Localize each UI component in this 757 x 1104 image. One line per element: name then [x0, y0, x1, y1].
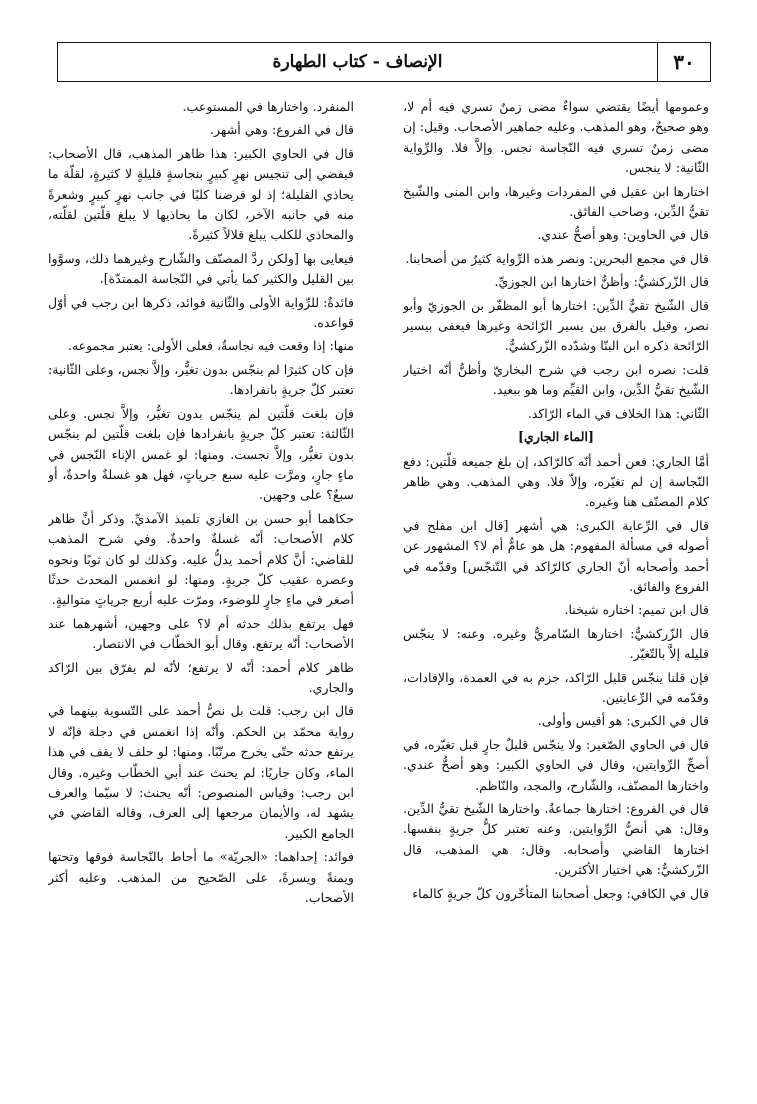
paragraph: المنفرد. واختارها في المستوعب. [182, 99, 354, 114]
paragraph: قال في الفروع: وهي أشهر. [209, 122, 354, 138]
paragraph: فوائد: إحداهما: «الجريّة» ما أحاط بالنّجاسة فوقها وتحتها ويمنةً ويسرةً، على الصّحيح من المذهب. وعليه أكثر الأصحاب. [48, 849, 354, 906]
paragraph: فيعايى بها [ولكن ردَّ المصنّف والشّارح وغيرهما ذلك، وسوَّوا بين القليل والكثير كما يأتي في النّجاسة الممتدّة]. [48, 250, 354, 287]
paragraph: قال الزّركشيُّ: وأظنُّ اختارها ابن الجوزيِّ. [494, 274, 709, 290]
paragraph: حكاهما أبو حسن بن الغازي تلميذ الآمديِّ. وذكر أنَّ ظاهر كلام الأصحاب: أنّه غسلةٌ واحدةٌ. وفي شرح المذهب للقاضي: أنَّ كلام أحمد يدلُّ عليه. وكذلك لو كان ثوبًا ونحوه وعصره عقيب كلّ جريةٍ. ومنها: لو انغمس المحدث حدثًا أصغر في ماءٍ جارٍ للوضوء، ومرّت عليه أربع جرياتٍ متواليةٍ. [48, 510, 354, 608]
paragraph: فإن بلغت قلّتين لم ينجّس بدون تغيُّر، وإلاَّ نجس. وعلى الثّالثة: تعتبر كلّ جريةٍ بانفرادها فإن بلغت قلّتين لم ينجّس بدون تغيُّر، وإلاَّ نجست. ومنها: لو غمس الإناء النّجس في ماءٍ جارٍ، ومرَّت عليه سبع جرياتٍ، فهل هو غسلةٌ واحدةٌ، أو سبعٌ؟ على وجهين. [48, 405, 354, 503]
paragraph: قال الشّيخ تقيُّ الدِّين: اختارها أبو المظفّر بن الجوزيّ وأبو نصر، وقيل بالفرق بين يسير الرّائحة وغيرها فيعفى بيسير الرّائحة ذكره ابن البنّا وشدّده الزّركشيُّ. [403, 297, 709, 354]
paragraph: قال ابن رجب: قلت بل نصُّ أحمد على التّسوية بينهما في رواية محمّد بن الحكم. وأنّه إذا انغمس في دجلة فإنّه لا يرتفع حدثه حتّى يخرج مرتّبًا. ومنها: لو حلف لا يقف في هذا الماء، وكان جاريًا: لم يحنث عند أبي الخطّاب وغيره. وقال ابن رجب: وقياس المنصوص: أنّه يحنث: لا سيّما والعرف يشهد له، والأيمان مرجعها إلى العرف، وقاله القاضي في الجامع الكبير. [48, 703, 354, 841]
paragraph: قال في مجمع البحرين: ونصر هذه الرِّواية كثيرٌ من أصحابنا. [405, 250, 709, 266]
paragraph: منها: إذا وقعت فيه نجاسةٌ، فعلى الأولى: يعتبر مجموعه. [67, 338, 354, 354]
paragraph: قال في الكافي: وجعل أصحابنا المتأخّرون كلّ جريةٍ كالماء [412, 885, 709, 901]
paragraph: وعمومها أيضًا يقتضي سواءٌ مضى زمنٌ تسري فيه أم لا، وهو صحيحٌ، وهو المذهب. وعليه جماهير الأصحاب. وقيل: إن مضى زمنٌ تسري فيه النّجاسة نجس. وإلاَّ فلا. والرِّواية الثّانية: لا ينجس. [403, 99, 709, 176]
paragraph: فائدةٌ: للرِّواية الأولى والثّانية فوائد، ذكرها ابن رجب في أوّل قواعده. [48, 294, 354, 331]
paragraph: اختارها ابن عقيل في المفردات وغيرها، وابن المنى والشّيخ تقيُّ الدِّين، وصاحب الفائق. [403, 183, 709, 220]
running-title: الإنصاف - كتاب الطهارة [272, 52, 443, 72]
paragraph: فإن كان كثيرًا لم ينجّس بدون تغيُّر، وإلاَّ نجس، وعلى الثّانية: تعتبر كلّ جريةٍ بانفرادها. [48, 361, 354, 398]
paragraph: قال الزّركشيُّ: اختارها السّامريُّ وغيره. وعنه: لا ينجّس قليله إلاَّ بالتّغيّر. [403, 625, 709, 662]
page-number: ٣٠ [657, 43, 710, 81]
paragraph: أمَّا الجاري: فعن أحمد أنّه كالرّاكد، إن بلغ جميعه قلّتين: دفع النّجاسة إن لم تغيّره، وإلاّ فلا. وهي المذهب. وهي ظاهر كلام المصنّف هنا وغيره. [403, 453, 709, 510]
paragraph: قال في الرِّعاية الكبرى: هي أشهر [قال ابن مفلح في أصوله في مسألة المفهوم: هل هو عامٌّ أم لا؟ المشهور عن أحمد وأصحابه أنّ الجاري كالرّاكد في التّنجّس] وقدّمه في الفروع والفائق. [403, 517, 709, 594]
paragraph: قال في الكبرى: هو أقيس وأولى. [537, 713, 709, 729]
paragraph: الثّاني: هذا الخلاف في الماء الرّاكد. [527, 405, 709, 421]
section-heading: [الماء الجاري] [518, 429, 594, 445]
right-column [403, 97, 709, 1097]
paragraph: قال ابن تميم: اختاره شيخنا. [564, 602, 709, 618]
left-column [48, 97, 354, 1097]
paragraph: قلت: نصره ابن رجب في شرح البخاريّ وأظنُّ أنّه اختيار الشّيخ تقيُّ الدِّين، وابن القيِّم وما هو ببعيد. [403, 361, 709, 398]
paragraph: قال في الحاوي الكبير: هذا ظاهر المذهب، قال الأصحاب: فيفضي إلى تنجيس نهرٍ كبيرٍ بنجاسةٍ قليلةٍ لا كثيرةٍ، لقلّة ما يحاذي القليلة؛ إذ لو فرضنا كلبًا في جانب نهرٍ كبيرٍ وشعرةً منه في جانبه الآخر، لكان ما يحاذيها لا يبلغ قلّتين لقلّته، والمحاذي للكلب يبلغ قلالاً كثيرةً. [48, 145, 354, 243]
paragraph: قال في الحاوي الصّغير: ولا ينجّس قليلٌ جارٍ قبل تغيّره، في أصحِّ الرِّوايتين، وقال في الحاوي الكبير: وهو أصحُّ عندي. واختارها المصنّف، والشّارح، والمجد، والنّاظم. [403, 736, 709, 793]
paragraph: فهل يرتفع بذلك حدثه أم لا؟ على وجهين، أشهرهما عند الأصحاب: أنّه يرتفع. وقال أبو الخطّاب في الانتصار. [48, 615, 354, 652]
paragraph: قال في الفروع: اختارها جماعةٌ. واختارها الشّيخ تقيُّ الدِّين. وقال: هي أنصُّ الرِّوايتين. وعنه تعتبر كلُّ جريةٍ بنفسها. اختارها القاضي وأصحابه. وقال: هي المذهب، قال الزّركشيُّ: هي اختيار الأكثرين. [403, 801, 709, 878]
paragraph: فإن قلنا ينجّس قليل الرّاكد، جزم به في العمدة، والإفادات، وقدّمه في الرِّعايتين. [403, 669, 709, 705]
paragraph: قال في الحاوين: وهو أصحُّ عندي. [537, 227, 709, 243]
page-header [57, 42, 711, 82]
paragraph: ظاهر كلام أحمد: أنّه لا يرتفع؛ لأنّه لم يفرّق بين الرّاكد والجاري. [48, 659, 354, 695]
